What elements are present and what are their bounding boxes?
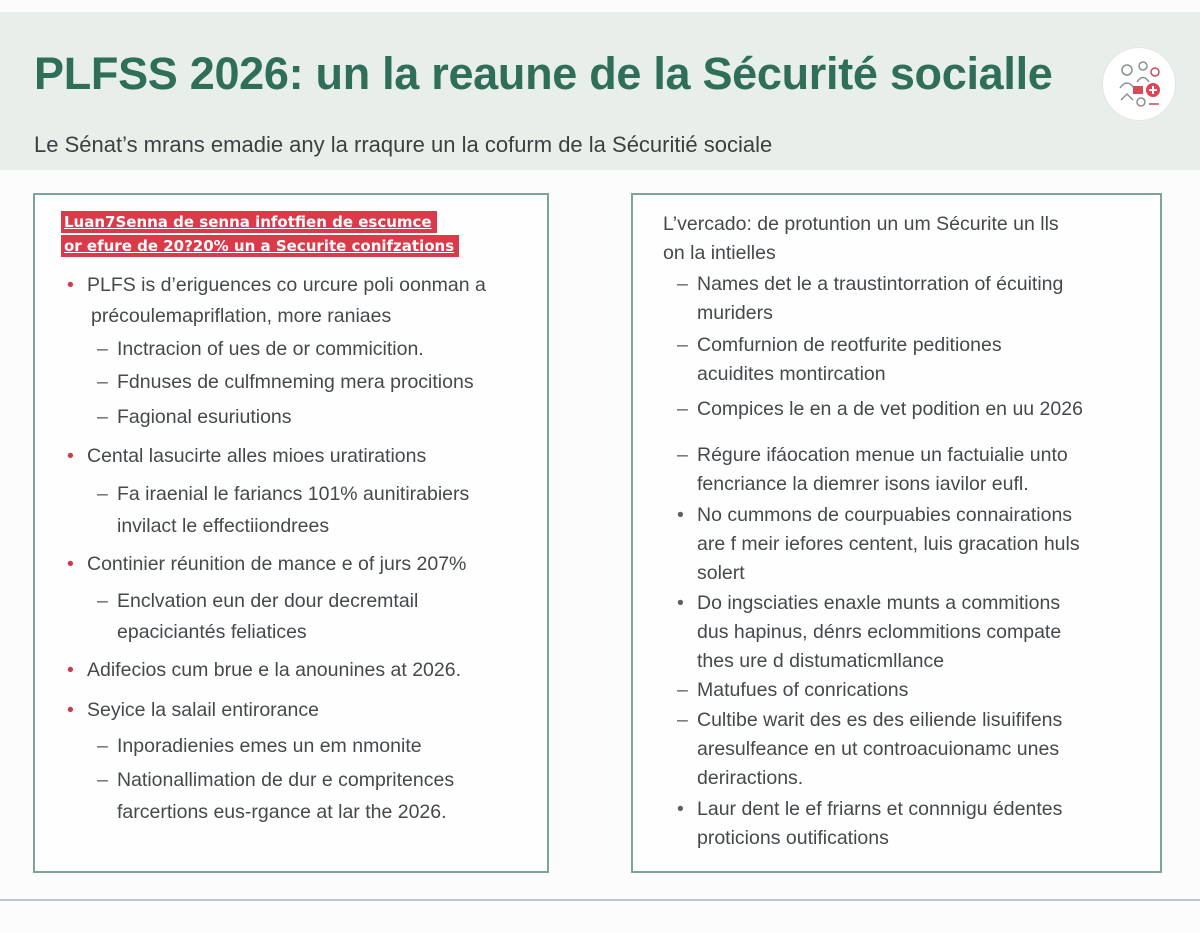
- page-title: PLFSS 2026: un la reaune de la Sécurité socialle: [34, 48, 1053, 99]
- list-item-continuation: dus hapinus, dénrs eclommitions compate: [697, 621, 1062, 643]
- page-subtitle: Le Sénat’s mrans emadie any la rraqure un la cofurm de la Sécuritié sociale: [34, 132, 773, 157]
- list-item-continuation: thes ure d distumaticmllance: [697, 650, 945, 672]
- list-item: – Compices le en a de vet podition en uu 2026: [697, 398, 1083, 421]
- list-item-continuation: solert: [697, 562, 745, 584]
- intro-text: L’vercado: de protuntion un um Sécurite un lls: [663, 213, 1059, 235]
- footer-divider: [0, 899, 1200, 901]
- list-item: • Laur dent le ef friarns et connnigu édentes: [697, 798, 1062, 821]
- left-panel: [33, 193, 549, 873]
- highlight-line: or efure de 20?20% un a Securite conifzations: [61, 235, 459, 257]
- list-item: • Do ingsciaties enaxle munts a commitions: [697, 592, 1060, 615]
- list-item: – Matufues of conrications: [697, 679, 908, 702]
- sub-list-item: – Fdnuses de culfmneming mera procitions: [117, 371, 474, 394]
- list-item-continuation: deriractions.: [697, 767, 804, 789]
- header-band: [0, 12, 1200, 170]
- list-item-continuation: invilact le effectiiondrees: [117, 515, 330, 537]
- list-item: • Continier réunition de mance e of jurs 207%: [87, 553, 466, 576]
- list-item-continuation: précoulemapriflation, more raniaes: [91, 305, 392, 327]
- list-item: • Cental lasucirte alles mioes uratirations: [87, 445, 426, 468]
- list-item-continuation: are f meir iefores centent, luis gracation huls: [697, 533, 1080, 555]
- intro-text: on la intielles: [663, 242, 776, 264]
- sub-list-item: – Inctracion of ues de or commicition.: [117, 338, 424, 361]
- list-item-continuation: acuidites montircation: [697, 363, 886, 385]
- highlighted-summary: [61, 211, 459, 257]
- list-item: – Comfurnion de reotfurite peditiones: [697, 334, 1002, 357]
- list-item-continuation: fencriance la diemrer isons iavilor eufl.: [697, 473, 1029, 495]
- sub-list-item: – Fagional esuriutions: [117, 406, 292, 429]
- sub-list-item: – Fa iraenial le fariancs 101% aunitirabiers: [117, 483, 469, 506]
- list-item-continuation: epaciciantés feliatices: [117, 621, 307, 643]
- right-panel: [631, 193, 1162, 873]
- list-item: – Names det le a traustintorration of écuiting: [697, 273, 1063, 296]
- list-item: – Régure ifáocation menue un factuialie unto: [697, 444, 1068, 467]
- list-item: – Cultibe warit des es des eiliende lisuififens: [697, 709, 1062, 732]
- list-item-continuation: muriders: [697, 302, 773, 324]
- highlight-line: Luan7Senna de senna infotfien de escumce: [61, 211, 437, 233]
- list-item-continuation: aresulfeance en ut controacuionamc unes: [697, 738, 1060, 760]
- list-item: • PLFS is d’eriguences co urcure poli oonman a: [87, 274, 486, 297]
- list-item-continuation: farcertions eus-rgance at lar the 2026.: [117, 801, 447, 823]
- securite-sociale-logo-icon: [1102, 47, 1176, 121]
- list-item: • Seyice la salail entirorance: [87, 699, 319, 722]
- list-item: • No cummons de courpuabies connairations: [697, 504, 1072, 527]
- sub-list-item: – Enclvation eun der dour decremtail: [117, 590, 418, 613]
- list-item: • Adifecios cum brue e la anounines at 2026.: [87, 659, 461, 682]
- sub-list-item: – Inporadienies emes un em nmonite: [117, 735, 422, 758]
- list-item-continuation: proticions outifications: [697, 827, 889, 849]
- sub-list-item: – Nationallimation de dur e compritences: [117, 769, 454, 792]
